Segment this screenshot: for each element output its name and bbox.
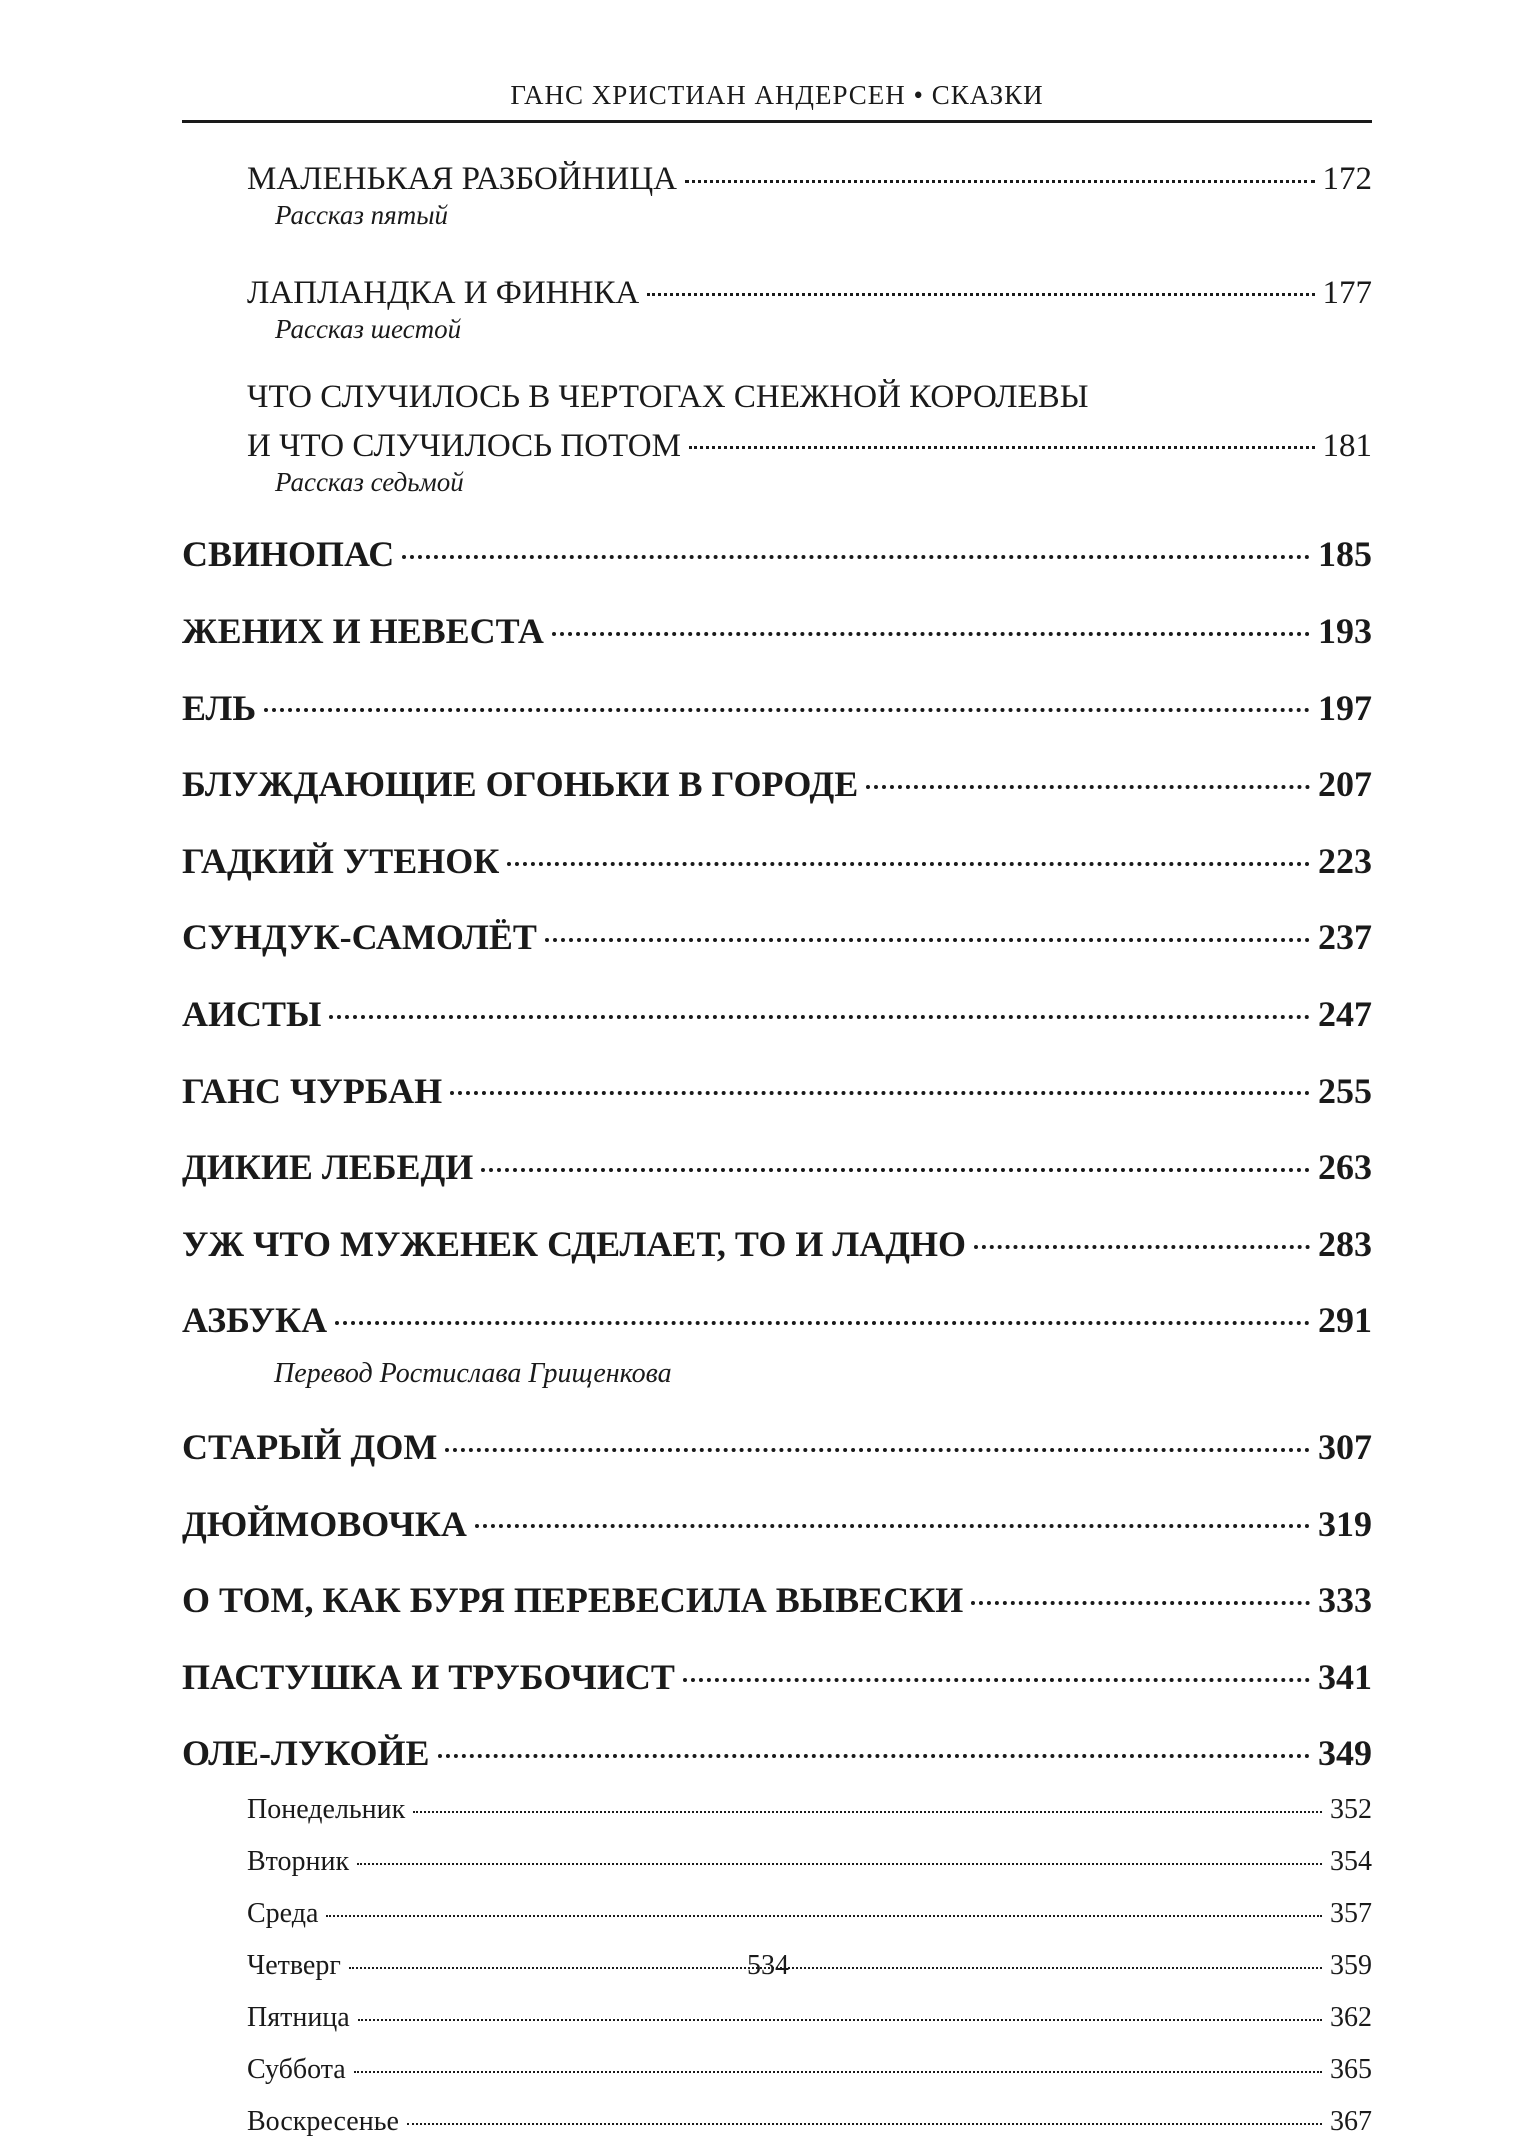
entry-page: 357 — [1330, 1898, 1372, 1930]
day-entry[interactable] — [247, 1785, 1372, 1837]
entry-page: 255 — [1318, 1070, 1372, 1111]
toc-entry[interactable] — [182, 1212, 1372, 1264]
entry-title: ОЛЕ-ЛУКОЙЕ — [182, 1733, 430, 1774]
entry-page: 362 — [1330, 2002, 1372, 2034]
dot-leader — [685, 143, 1315, 182]
dot-leader — [450, 1052, 1310, 1096]
entry-page: 365 — [1330, 2054, 1372, 2086]
sub-entry-2[interactable] — [247, 263, 1372, 344]
running-header: ГАНС ХРИСТИАН АНДЕРСЕН • СКАЗКИ — [510, 80, 1044, 110]
sub-entry-3[interactable] — [247, 377, 1372, 498]
toc-entry[interactable] — [182, 1059, 1372, 1111]
entry-title: СТАРЫЙ ДОМ — [182, 1427, 438, 1468]
entry-title: Четверг — [247, 1950, 341, 1982]
toc-entry[interactable] — [182, 829, 1372, 881]
entry-title: СУНДУК-САМОЛЁТ — [182, 917, 537, 958]
entry-page: 197 — [1318, 687, 1372, 728]
entry-page: 319 — [1318, 1503, 1372, 1544]
entry-page: 247 — [1318, 994, 1372, 1035]
entry-title: Среда — [247, 1898, 319, 1930]
dot-leader — [329, 975, 1310, 1019]
entry-page: 367 — [1330, 2106, 1372, 2138]
translator-note: Перевод Ростислава Грищенкова — [274, 1358, 672, 1390]
entry-title: СВИНОПАС — [182, 534, 395, 575]
entry-page: 349 — [1318, 1733, 1372, 1774]
toc-entry[interactable] — [182, 1722, 1372, 1774]
entry-title: О ТОМ, КАК БУРЯ ПЕРЕВЕСИЛА ВЫВЕСКИ — [182, 1580, 964, 1621]
dot-leader — [481, 1128, 1310, 1172]
dot-leader — [413, 1780, 1322, 1813]
entry-title: Воскресенье — [247, 2106, 399, 2138]
entry-title: ЖЕНИХ И НЕВЕСТА — [182, 611, 544, 652]
entry-page: 193 — [1318, 611, 1372, 652]
toc-entry[interactable] — [182, 1645, 1372, 1697]
entry-page: 307 — [1318, 1427, 1372, 1468]
entry-title: МАЛЕНЬКАЯ РАЗБОЙНИЦА — [247, 161, 677, 198]
dot-leader — [647, 257, 1314, 296]
toc-entry[interactable] — [182, 906, 1372, 958]
entry-page: 237 — [1318, 917, 1372, 958]
entry-page: 207 — [1318, 764, 1372, 805]
entry-page: 359 — [1330, 1950, 1372, 1982]
entry-page: 291 — [1318, 1300, 1372, 1341]
entry-title: АЗБУКА — [182, 1300, 328, 1341]
day-entry[interactable] — [247, 1889, 1372, 1941]
dot-leader — [326, 1884, 1322, 1917]
entry-page: 333 — [1318, 1580, 1372, 1621]
entry-title: ГАДКИЙ УТЕНОК — [182, 840, 500, 881]
dot-leader — [335, 1282, 1310, 1326]
dot-leader — [683, 1638, 1310, 1682]
entry-page: 354 — [1330, 1846, 1372, 1878]
entry-title: ДЮЙМОВОЧКА — [182, 1503, 467, 1544]
entry-title: Пятница — [247, 2002, 350, 2034]
entry-title: ГАНС ЧУРБАН — [182, 1070, 443, 1111]
table-of-contents — [182, 150, 1372, 2149]
dot-leader — [545, 899, 1310, 943]
entry-note: Рассказ пятый — [275, 200, 449, 231]
entry-title: Суббота — [247, 2054, 346, 2086]
header-rule — [182, 120, 1372, 123]
dot-leader — [974, 1205, 1310, 1249]
dot-leader — [507, 822, 1310, 866]
page-number: 534 — [747, 1950, 789, 1981]
dot-leader — [357, 1832, 1322, 1865]
day-entry[interactable] — [247, 1993, 1372, 2045]
entry-note: Рассказ шестой — [275, 313, 462, 344]
entry-page: 341 — [1318, 1656, 1372, 1697]
entry-title: ЕЛЬ — [182, 687, 257, 728]
entry-page: 352 — [1330, 1794, 1372, 1826]
entry-page: 172 — [1322, 161, 1372, 198]
entry-title: Вторник — [247, 1846, 350, 1878]
dot-leader — [438, 1715, 1311, 1759]
dot-leader — [264, 669, 1310, 713]
day-entry[interactable] — [247, 1837, 1372, 1889]
entry-title: ДИКИЕ ЛЕБЕДИ — [182, 1147, 474, 1188]
dot-leader — [475, 1485, 1310, 1529]
entry-title: ЛАПЛАНДКА И ФИННКА — [247, 274, 640, 311]
dot-leader — [866, 745, 1310, 789]
toc-entry[interactable] — [182, 1289, 1372, 1341]
entry-title: УЖ ЧТО МУЖЕНЕК СДЕЛАЕТ, ТО И ЛАДНО — [182, 1223, 966, 1264]
dot-leader — [358, 1988, 1322, 2021]
dot-leader — [689, 410, 1315, 449]
toc-entry[interactable] — [182, 753, 1372, 805]
entry-page: 283 — [1318, 1223, 1372, 1264]
entry-title: Понедельник — [247, 1794, 406, 1826]
entry-page: 263 — [1318, 1147, 1372, 1188]
entry-title: БЛУЖДАЮЩИЕ ОГОНЬКИ В ГОРОДЕ — [182, 764, 859, 805]
toc-entry[interactable] — [182, 676, 1372, 728]
entry-title-line1: ЧТО СЛУЧИЛОСЬ В ЧЕРТОГАХ СНЕЖНОЙ КОРОЛЕВЫ — [247, 378, 1089, 415]
toc-entry[interactable] — [182, 1569, 1372, 1621]
sub-entry-1[interactable] — [247, 150, 1372, 231]
toc-entry[interactable] — [182, 1415, 1372, 1467]
toc-entry[interactable] — [182, 982, 1372, 1034]
dot-leader — [445, 1408, 1310, 1452]
entry-page: 177 — [1322, 274, 1372, 311]
entry-page: 181 — [1322, 427, 1372, 464]
day-entry[interactable] — [247, 2097, 1372, 2149]
dot-leader — [552, 592, 1310, 636]
dot-leader — [354, 2040, 1322, 2073]
entry-page: 223 — [1318, 840, 1372, 881]
toc-entry[interactable] — [182, 523, 1372, 575]
dot-leader — [407, 2092, 1322, 2125]
entry-note: Рассказ седьмой — [275, 466, 464, 497]
day-entry[interactable] — [247, 2045, 1372, 2097]
entry-title: И ЧТО СЛУЧИЛОСЬ ПОТОМ — [247, 427, 681, 464]
entry-title: ПАСТУШКА И ТРУБОЧИСТ — [182, 1656, 675, 1697]
dot-leader — [402, 516, 1310, 560]
dot-leader — [971, 1561, 1310, 1605]
toc-entry[interactable] — [182, 1136, 1372, 1188]
toc-entry[interactable] — [182, 599, 1372, 651]
entry-page: 185 — [1318, 534, 1372, 575]
toc-entry[interactable] — [182, 1492, 1372, 1544]
entry-title: АИСТЫ — [182, 994, 322, 1035]
